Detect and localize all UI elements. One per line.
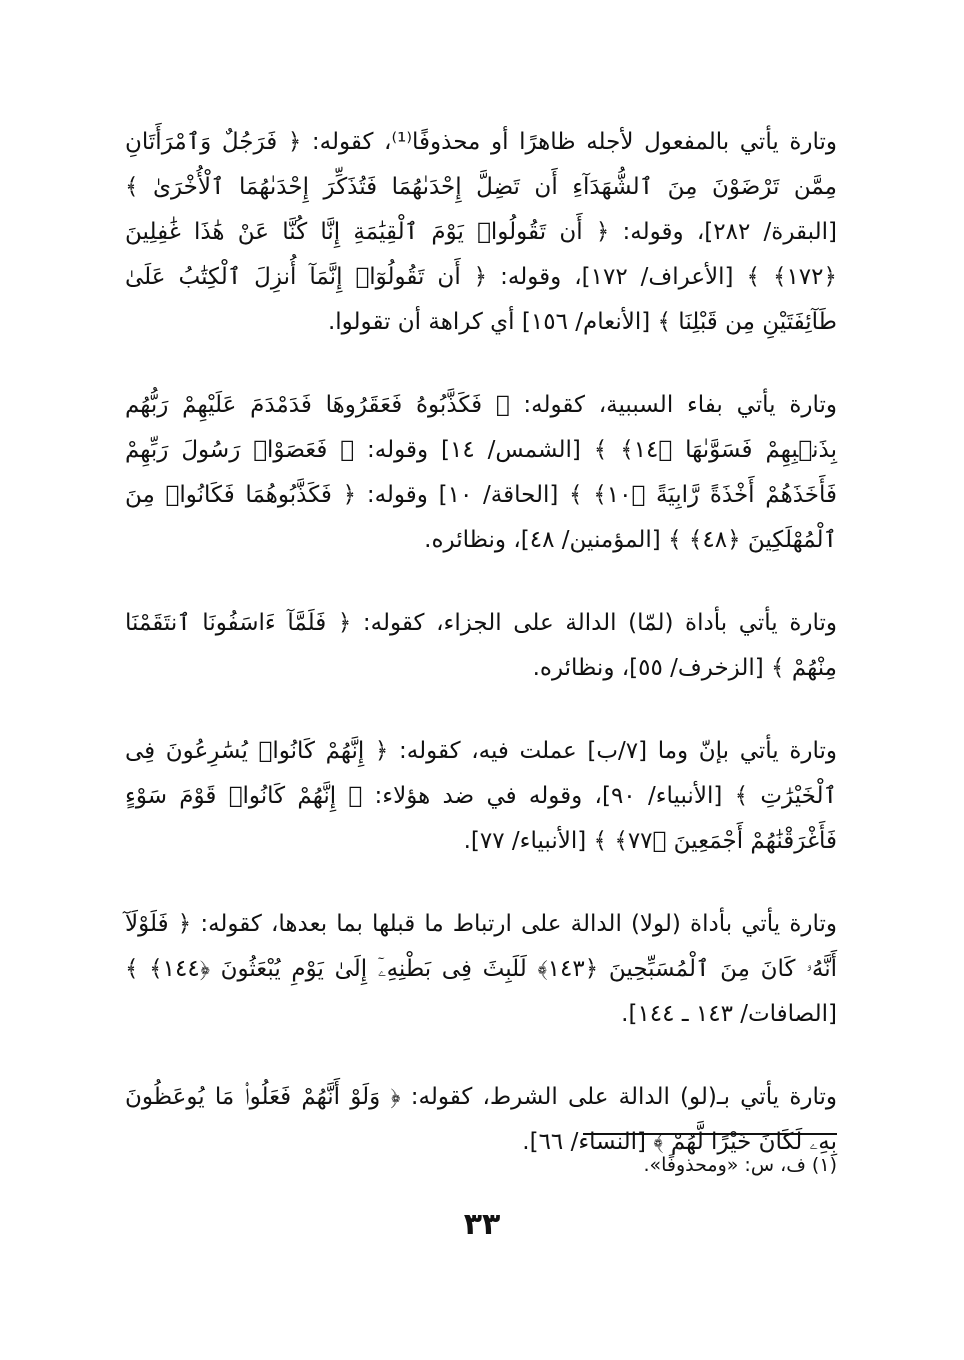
main-text (125, 120, 837, 1203)
page-number: ٣٣ (463, 1207, 501, 1242)
footnote: (١) ف، س: «ومحذوفًا». (643, 1154, 837, 1176)
paragraph-text: وتارة يأتي بفاء السببية، كقوله: ﴿ فَكَذَّبُوهُ فَعَقَرُوهَا فَدَمْدَمَ عَلَيْهِمْ رَبُّهُم بِذَنۢبِهِمْ فَسَوَّىٰهَا ﴿١٤﴾ ﴾ [الشمس/ ١٤] وقوله: ﴿ فَعَصَوْا۟ رَسُولَ رَبِّهِمْ فَأَخَذَهُمْ أَخْذَةً رَّابِيَةً ﴿١٠﴾ ﴾ [الحاقة/ ١٠] وقوله: ﴿ فَكَذَّبُوهُمَا فَكَانُوا۟ مِنَ ٱلْمُهْلَكِينَ ﴿٤٨﴾ ﴾ [المؤمنين/ ٤٨]، ونظائره. (125, 392, 838, 553)
paragraph-maful-lahu (125, 120, 837, 345)
paragraph-fa-sababiyya (125, 383, 837, 563)
paragraph-inna (125, 729, 837, 864)
paragraph-text: وتارة يأتي بأداة (لولا) الدالة على ارتباط ما قبلها بما بعدها، كقوله: ﴿ فَلَوْلَآ أَنَّهُۥ كَانَ مِنَ ٱلْمُسَبِّحِينَ ﴿١٤٣﴾ لَلَبِثَ فِى بَطْنِهِۦٓ إِلَىٰ يَوْمِ يُبْعَثُونَ ﴿١٤٤﴾ ﴾ [الصافات/ ١٤٣ ـ ١٤٤]. (125, 911, 838, 1027)
paragraph-lamma (125, 601, 837, 691)
paragraph-text: وتارة يأتي بأداة (لمّا) الدالة على الجزاء، كقوله: ﴿ فَلَمَّآ ءَاسَفُونَا ٱنتَقَمْنَا مِنْهُمْ ﴾ [الزخرف/ ٥٥]، ونظائره. (125, 610, 837, 681)
footnote-divider (583, 1133, 837, 1135)
paragraph-text: وتارة يأتي بـ(لو) الدالة على الشرط، كقوله: ﴿ وَلَوْ أَنَّهُمْ فَعَلُوا۟ مَا يُوعَظُونَ بِهِۦ لَكَانَ خَيْرًا لَّهُمْ ﴾ [النساء/ ٦٦]. (125, 1084, 837, 1155)
paragraph-lawla (125, 902, 837, 1037)
paragraph-text: وتارة يأتي بالمفعول لأجله ظاهرًا أو محذوفًا⁽¹⁾، كقوله: ﴿ فَرَجُلٌ وَٱمْرَأَتَانِ مِمَّن تَرْضَوْنَ مِنَ ٱلشُّهَدَآءِ أَن تَضِلَّ إِحْدَىٰهُمَا فَتُذَكِّرَ إِحْدَىٰهُمَا ٱلْأُخْرَىٰ ﴾ [البقرة/ ٢٨٢]، وقوله: ﴿ أَن تَقُولُوا۟ يَوْمَ ٱلْقِيَٰمَةِ إِنَّا كُنَّا عَنْ هَٰذَا غَٰفِلِينَ ﴿١٧٢﴾ ﴾ [الأعراف/ ١٧٢]، وقوله: ﴿ أَن تَقُولُوٓا۟ إِنَّمَآ أُنزِلَ ٱلْكِتَٰبُ عَلَىٰ طَآئِفَتَيْنِ مِن قَبْلِنَا ﴾ [الأنعام/ ١٥٦] أي كراهة أن تقولوا. (125, 129, 838, 335)
paragraph-text: وتارة يأتي بإنّ وما [٧/ب] عملت فيه، كقوله: ﴿ إِنَّهُمْ كَانُوا۟ يُسَٰرِعُونَ فِى ٱلْخَيْرَٰتِ ﴾ [الأنبياء/ ٩٠]، وقوله في ضد هؤلاء: ﴿ إِنَّهُمْ كَانُوا۟ قَوْمَ سَوْءٍ فَأَغْرَقْنَٰهُمْ أَجْمَعِينَ ﴿٧٧﴾ ﴾ [الأنبياء/ ٧٧]. (125, 738, 838, 854)
